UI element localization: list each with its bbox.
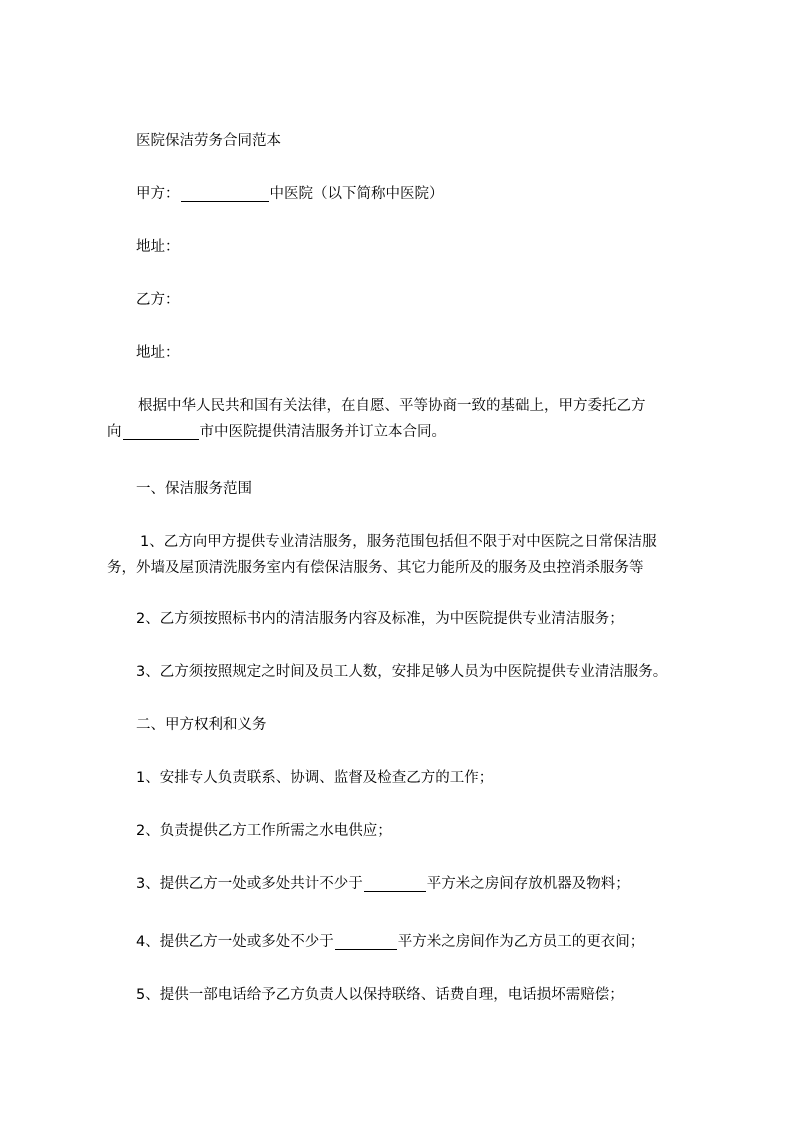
section-2-item-2-text: 2、负责提供乙方工作所需之水电供应；: [136, 823, 392, 839]
section-2-item-4-blank: [335, 948, 397, 950]
preamble-line-1: 根据中华人民共和国有关法律，在自愿、平等协商一致的基础上，甲方委托乙方: [138, 398, 646, 414]
section-2-heading: [136, 712, 716, 738]
party-b-label: 乙方：: [136, 292, 180, 308]
section-2-item-1: [136, 765, 716, 791]
document-title: [136, 128, 716, 154]
preamble-line-2: [107, 419, 717, 445]
section-2-item-3: [136, 871, 716, 897]
section-2-item-3-blank: [364, 890, 426, 892]
party-a-line: [136, 181, 716, 207]
preamble-prefix: 向: [107, 424, 122, 440]
section-2-item-4-suffix: 平方米之房间作为乙方员工的更衣间；: [397, 934, 645, 950]
preamble-suffix: 市中医院提供清洁服务并订立本合同。: [199, 424, 446, 440]
section-1-item-1-line-1: 1、乙方向甲方提供专业清洁服务，服务范围包括但不限于对中医院之日常保洁服: [140, 534, 657, 550]
section-1-item-2: [136, 606, 716, 632]
party-a-blank: [181, 200, 269, 202]
section-2-item-5-text: 5、提供一部电话给予乙方负责人以保持联络、话费自理，电话损坏需赔偿；: [136, 987, 624, 1003]
preamble-blank: [123, 438, 199, 440]
section-2-item-2: [136, 818, 716, 844]
address-a-label: 地址：: [136, 239, 180, 255]
section-1-item-3: [136, 659, 716, 685]
section-2-item-4-prefix: 4、提供乙方一处或多处不少于: [136, 934, 334, 950]
section-1-heading: [136, 476, 716, 502]
section-2-item-1-text: 1、安排专人负责联系、协调、监督及检查乙方的工作；: [136, 770, 494, 786]
section-1-item-2-text: 2、乙方须按照标书内的清洁服务内容及标准，为中医院提供专业清洁服务；: [136, 611, 624, 627]
section-2-item-4: [136, 929, 716, 955]
party-a-suffix: 中医院（以下简称中医院）: [269, 186, 444, 202]
section-2-item-3-prefix: 3、提供乙方一处或多处共计不少于: [136, 876, 363, 892]
section-2-item-5: [136, 982, 716, 1008]
party-b-line: [136, 287, 716, 313]
title-text: 医院保洁劳务合同范本: [136, 133, 281, 149]
section-1-item-3-text: 3、乙方须按照规定之时间及员工人数，安排足够人员为中医院提供专业清洁服务。: [136, 664, 668, 680]
section-2-item-3-suffix: 平方米之房间存放机器及物料；: [426, 876, 630, 892]
preamble-paragraph: [107, 393, 717, 445]
section-1-heading-text: 一、保洁服务范围: [136, 481, 252, 497]
address-b-line: [136, 340, 716, 366]
party-a-label: 甲方：: [136, 186, 180, 202]
section-1-item-1-line-2: 务，外墙及屋顶清洗服务室内有偿保洁服务、其它力能所及的服务及虫控消杀服务等: [107, 560, 644, 576]
section-2-heading-text: 二、甲方权利和义务: [136, 717, 267, 733]
address-b-label: 地址：: [136, 345, 180, 361]
section-1-item-1: [107, 529, 717, 581]
address-a-line: [136, 234, 716, 260]
